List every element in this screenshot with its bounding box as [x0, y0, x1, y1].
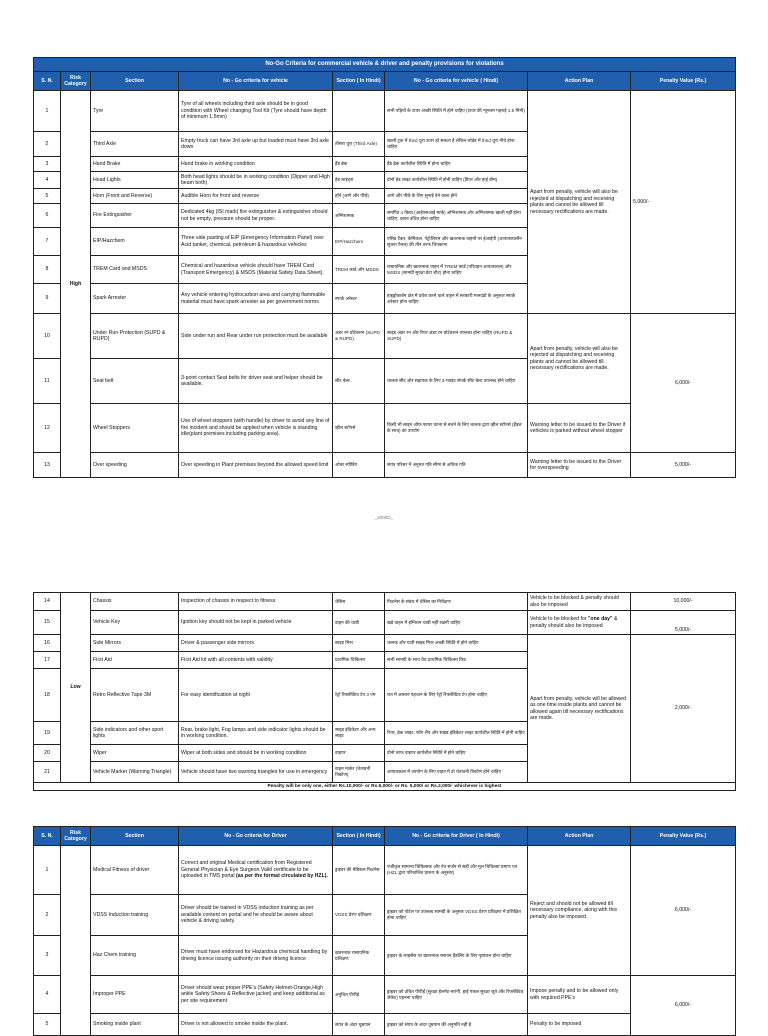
section-hindi-cell: ओवर स्पीडिंग — [333, 453, 385, 478]
section-hindi-cell: सीट बेल्ट — [333, 359, 385, 404]
criteria-hindi-cell: ड्राइवर को उचित पीपीई (सुरक्षा हेलमेट-नारंगी, हाई एंकल सुरक्षा जूते और रिफ्लेक्टिव जैकेट) पहनना चाहिए — [385, 976, 528, 1014]
action-plan-cell: Impose penalty and to be allowed only with required PPE's — [528, 976, 631, 1014]
action-plan-cell: Vehicle to be blocked & penalty should also be imposed — [528, 593, 631, 611]
criteria-cell — [179, 846, 333, 895]
criteria-cell: Dedicated 4kg (ISI mark) fire extinguisher & extinguisher should not be empty, pressure should be proper. — [179, 204, 333, 228]
sn-cell: 16 — [34, 635, 61, 652]
section-hindi-cell: अनुचित पीपीई — [333, 976, 385, 1014]
criteria-cell: Driver is not allowed to smoke inside the plant. — [179, 1014, 333, 1036]
table-row — [34, 404, 736, 453]
sn-cell: 13 — [34, 453, 61, 478]
section-cell: Wiper — [91, 745, 179, 762]
page-title: No-Go Criteria for commercial vehicle & driver and penalty provisions for violations — [34, 58, 736, 72]
criteria-hindi-cell: आपातकाल में उपयोग के लिए वाहन में दो चेतावनी त्रिकोण होने चाहिए — [385, 762, 528, 783]
penalty-cell: 6,000/- — [631, 976, 736, 1036]
sn-cell: 3 — [34, 157, 61, 172]
section-hindi-cell: साइड मिरर — [333, 635, 385, 652]
criteria-hindi-cell: आगे और पीछे के लिए सुनाई देने वाला हॉर्न — [385, 189, 528, 204]
section-cell: Vehicle Marker (Warning Triangle) — [91, 762, 179, 783]
risk-category-cell: Low — [61, 593, 91, 783]
criteria-hindi-cell: हाइड्रोकार्बन क्षेत्र में प्रवेश करने वाले वाहन में सरकारी मानदंडों के अनुसार स्पार्क अरेस्टर होना चाहिए — [385, 284, 528, 314]
action-plan-cell: Penalty to be imposed — [528, 1014, 631, 1036]
criteria-cell: Driver should be trained in VDSS induction training as per available content on portal and he should be aware about vehicle & driving safety. — [179, 895, 333, 936]
criteria-hindi-cell: एसिड टैंकर, केमिकल, पेट्रोलियम और खतरनाक वाहनों पर ईआईपी (आपातकालीन सूचना पैनल) की तीन तरफ चिपकाना — [385, 228, 528, 256]
sn-cell: 3 — [34, 936, 61, 976]
section-cell: Haz Chem training — [91, 936, 179, 976]
section-cell: Horn (Front and Reverse) — [91, 189, 179, 204]
section-hindi-cell: स्पार्क अरेस्टर — [333, 284, 385, 314]
penalty-cell: 5,000/- — [631, 91, 736, 314]
action-plan-cell: Apart from penalty, vehicle will also be rejected at dispatching and receiving plants and cannot be allowed till necessary rectifications are made. — [528, 91, 631, 314]
criteria-cell: Driver must have endorsed for Hazardous chemical handling by driving licence issuing authority on their driving licence — [179, 936, 333, 976]
criteria-hindi-cell: रासायनिक और खतरनाक वाहन में TREM कार्ड (परिवहन आपातकाल) और MSDS (सामग्री सुरक्षा डेटा शीट) होना चाहिए — [385, 256, 528, 284]
sn-cell: 19 — [34, 722, 61, 745]
sn-cell: 2 — [34, 132, 61, 157]
criteria-cell: Inspection of chassis in respect to fitness — [179, 593, 333, 611]
criteria-hindi-cell: दोनों हेड लाइट कार्यशील स्थिति में होनी चाहिए (डिपर और हाई बीम) — [385, 172, 528, 189]
action-plan-cell: Reject and should not be allowed till necessary compliance, along with this penalty also be imposed. — [528, 846, 631, 976]
section-hindi-cell: तीसरा धुरा (Third Axle) — [333, 132, 385, 157]
table-row — [34, 611, 736, 635]
criteria-cell: Side under run and Rear under run protection must be available — [179, 314, 333, 359]
section-cell: Seat belt — [91, 359, 179, 404]
sn-cell: 6 — [34, 204, 61, 228]
criteria-cell: Use of wheel stoppers (with handle) by driver to avoid any line of fire incident and should be applied when vehicle is standing idle(plant premises including parking area). — [179, 404, 333, 453]
section-cell: Head Lights — [91, 172, 179, 189]
section-hindi-cell: अंडर रन प्रोटेक्शन (SUPD & RUPD) — [333, 314, 385, 359]
col-header: Section ( In Hindi) — [333, 72, 385, 91]
driver-table — [33, 826, 736, 1036]
table-row — [34, 453, 736, 478]
col-header: No - Go criteria for vehicle — [179, 72, 333, 91]
criteria-cell: Three side pasting of EIP (Emergency Information Panel) over Acid tanker, chemical, petroleum & hazardous vehicles — [179, 228, 333, 256]
criteria-hindi-cell: ड्राइवर को पोर्टल पर उपलब्ध सामग्री के अनुसार VDSS प्रेरण प्रशिक्षण में प्रशिक्षित होना चाहिए — [385, 895, 528, 936]
criteria-cell: Empty truck can have 3rd axle up but loaded must have 3rd axle down — [179, 132, 333, 157]
sn-cell: 8 — [34, 256, 61, 284]
criteria-hindi-cell: किसी भी लाइन ऑफ फायर घटना से बचने के लिए चालक द्वारा व्हील स्टॉपर्स (हैंडल के साथ) का उपयोग — [385, 404, 528, 453]
section-hindi-cell: खतरनाक रासायनिक प्रशिक्षण — [333, 936, 385, 976]
section-hindi-cell: हॉर्न (आगे और पीछे) — [333, 189, 385, 204]
action-plan-cell: Warning letter to be issued to the Driver if vehicles is parked without wheel stopper — [528, 404, 631, 453]
col-header: Section — [91, 72, 179, 91]
action-plan-cell — [528, 611, 631, 635]
table-row — [34, 846, 736, 895]
risk-category-cell — [61, 846, 91, 1036]
section-cell: VDSS Induction training — [91, 895, 179, 936]
sn-cell: 10 — [34, 314, 61, 359]
criteria-cell: For easy identification at night — [179, 669, 333, 722]
col-header: S. N. — [34, 827, 61, 846]
criteria-hindi-cell: खड़े वाहन में इग्निशन चाबी नहीं रखनी चाहिए — [385, 611, 528, 635]
table-row — [34, 314, 736, 359]
criteria-hindi-cell: रियर, ब्रेक लाइट, फॉग लैंप और साइड इंडिकेटर लाइट कार्यशील स्थिति में होनी चाहिए — [385, 722, 528, 745]
section-cell: Retro Reflective Tape 3M — [91, 669, 179, 722]
section-hindi-cell: वाहन की चाबी — [333, 611, 385, 635]
section-hindi-cell: TREM कार्ड और MSDS — [333, 256, 385, 284]
col-header: Penalty Value (Rs.) — [631, 72, 736, 91]
sn-cell: 12 — [34, 404, 61, 453]
action-plan-cell: Warning letter to be issued to the Driver for overspeeding — [528, 453, 631, 478]
summary-note: Penalty will be only one, either Rs.10,000/- or Rs.6,000/- or Rs. 5,000/ or Rs.2,000/- whichever is highest — [34, 783, 736, 791]
section-cell: Tyre — [91, 91, 179, 132]
col-header: No - Go criteria for vehicle ( Hindi) — [385, 72, 528, 91]
sn-cell: 5 — [34, 189, 61, 204]
section-cell: First Aid — [91, 652, 179, 669]
penalty-cell: 2,000/- — [631, 635, 736, 783]
section-cell: Side indicators and other sport lights — [91, 722, 179, 745]
section-hindi-cell: हेड लाइट्स — [333, 172, 385, 189]
risk-category-cell: High — [61, 91, 91, 478]
criteria-hindi-cell: साइड अंडर रन और रियर अंडर रन प्रोटेक्शन उपलब्ध होना चाहिए (RUPD & SUPD) — [385, 314, 528, 359]
criteria-hindi-cell: चालक और यात्री साइड मिरर अच्छी स्थिति में होने चाहिए — [385, 635, 528, 652]
action-text: & penalty should also be imposed — [530, 616, 618, 629]
criteria-cell: Wiper at both sides and should be in working condition — [179, 745, 333, 762]
section-hindi-cell: संयंत्र के अंदर धूम्रपान — [333, 1014, 385, 1036]
section-cell: Wheel Stoppers — [91, 404, 179, 453]
action-text: Vehicle to be blocked for — [530, 616, 588, 622]
section-cell: Improper PPE — [91, 976, 179, 1014]
criteria-hindi-cell: सभी सामग्री के साथ वैध प्राथमिक चिकित्सा किट — [385, 652, 528, 669]
criteria-cell: First Aid kit with all contents with validity — [179, 652, 333, 669]
section-cell: Medical Fitness of driver — [91, 846, 179, 895]
criteria-cell: Chemical and hazardous vehicle should have TREM Card (Transport Emergency) & MSDS (Material Safety Data Sheet). — [179, 256, 333, 284]
col-header: Section — [91, 827, 179, 846]
section-cell: Fire Extinguisher — [91, 204, 179, 228]
col-header: Action Plan — [528, 72, 631, 91]
criteria-cell: Driver & passenger side mirrors — [179, 635, 333, 652]
criteria-hindi-cell: चालक सीट और सहायक के लिए 3-प्वाइंट संपर्क सीट बेल्ट उपलब्ध होने चाहिए — [385, 359, 528, 404]
section-hindi-cell: हैंड ब्रेक — [333, 157, 385, 172]
sn-cell: 1 — [34, 846, 61, 895]
penalty-cell: 5,000/- — [631, 453, 736, 478]
table-row — [34, 635, 736, 652]
criteria-cell: Audible Horn for front and reverse — [179, 189, 333, 204]
sn-cell: 5 — [34, 1014, 61, 1036]
section-hindi-cell: अग्निशामक — [333, 204, 385, 228]
action-emphasis: "one day" — [587, 616, 613, 622]
section-hindi-cell: साइड इंडिकेटर और अन्य लाइट — [333, 722, 385, 745]
table-row — [34, 593, 736, 611]
section-cell: Spark Arrester — [91, 284, 179, 314]
section-cell: TREM Card and MSDS — [91, 256, 179, 284]
action-plan-cell: Apart from penalty, vehicle will also be rejected at dispatching and receiving plants and cannot be allowed till necessary rectifications are made. — [528, 314, 631, 404]
criteria-cell: Vehicle should have two warning triangles for use in emergency — [179, 762, 333, 783]
col-header: No - Go criteria for Driver ( In Hindi) — [385, 827, 528, 846]
criteria-text: Correct and original Medical certification from Registered General Physician & Eye Surgeon.Valid certificate to be uploaded in TMS portal — [181, 860, 312, 880]
action-plan-cell: Apart from penalty, vehicle will be allowed as one time inside plants and cannot be allowed again till necessary rectifications are made. — [528, 635, 631, 783]
section-hindi-cell: रेट्रो रिफ्लेक्टिव टेप 3 एम — [333, 669, 385, 722]
penalty-cell: 6,000/- — [631, 846, 736, 976]
criteria-hindi-cell: हैंड ब्रेक कार्यशील स्थिति में होना चाहिए — [385, 157, 528, 172]
criteria-hindi-cell: दोनों तरफ वाइपर कार्यशील स्थिति में होने चाहिए — [385, 745, 528, 762]
section-hindi-cell: VDSS प्रेरण प्रशिक्षण — [333, 895, 385, 936]
criteria-cell: Rear, brake light, Fog lamps and side indicator lights should be in working condition. — [179, 722, 333, 745]
section-cell: Hand Brake — [91, 157, 179, 172]
sn-cell: 4 — [34, 976, 61, 1014]
section-cell: Under Run Protection (SUPD & RUPD) — [91, 314, 179, 359]
sn-cell: 21 — [34, 762, 61, 783]
sn-cell: 2 — [34, 895, 61, 936]
criteria-hindi-cell: ड्राइवर के लाइसेंस पर खतरनाक रसायन हैंडलिंग के लिए पृष्ठांकन होना चाहिए — [385, 936, 528, 976]
section-hindi-cell: EIP/Hazchem — [333, 228, 385, 256]
criteria-cell: Any vehicle entering hydrocarbon area and carrying flammable material must have spark arrester as per government norms — [179, 284, 333, 314]
criteria-cell: Driver should wear proper PPE's (Safety Helmet-Orange,High ankle Safety Shoes & Reflective jacket) and keep additional as per site requirement — [179, 976, 333, 1014]
criteria-hindi-cell: ड्राइवर को संयंत्र के अंदर धूम्रपान की अनुमति नहीं है — [385, 1014, 528, 1036]
section-hindi-cell — [333, 91, 385, 132]
section-cell: Third Axle — [91, 132, 179, 157]
criteria-emphasis: (as per the format circulated by HZL). — [235, 873, 328, 880]
sn-cell: 17 — [34, 652, 61, 669]
criteria-cell: Over speeding in Plant premises beyond the allowed speed limit — [179, 453, 333, 478]
criteria-cell: Tyre of all wheels including third axle should be in good condition with Wheel changing Tool Kit (Tyre should have depth of minimum 1.5mm) — [179, 91, 333, 132]
col-header: Penalty Value (Rs.) — [631, 827, 736, 846]
section-cell: Chassis — [91, 593, 179, 611]
sn-cell: 7 — [34, 228, 61, 256]
criteria-hindi-cell: रात में आसान पहचान के लिए रेट्रो रिफ्लेक्टिव टेप होना चाहिए — [385, 669, 528, 722]
section-cell: Smoking inside plant — [91, 1014, 179, 1036]
section-hindi-cell: वाइपर — [333, 745, 385, 762]
col-header: Section ( In Hindi) — [333, 827, 385, 846]
sn-cell: 11 — [34, 359, 61, 404]
col-header: Action Plan — [528, 827, 631, 846]
criteria-cell: Hand brake in working condition — [179, 157, 333, 172]
criteria-hindi-cell: पंजीकृत सामान्य चिकित्सक और नेत्र सर्जन से सही और मूल चिकित्सा प्रमाण पत्र (HZL द्वारा परिचालित प्रारूप के अनुसार) — [385, 846, 528, 895]
table-row — [34, 91, 736, 132]
criteria-cell: Both head lights should be in working condition (Dipper and High beam both) — [179, 172, 333, 189]
footnote: _x000D_ — [374, 515, 394, 520]
table-row — [34, 976, 736, 1014]
section-cell: EIP/Hazchem — [91, 228, 179, 256]
criteria-hindi-cell: संयंत्र परिसर में अनुमत गति सीमा से अधिक गति — [385, 453, 528, 478]
sn-cell: 20 — [34, 745, 61, 762]
vehicle-high-table — [33, 57, 736, 478]
section-hindi-cell: प्राथमिक चिकित्सा — [333, 652, 385, 669]
sn-cell: 18 — [34, 669, 61, 722]
col-header: S. N. — [34, 72, 61, 91]
criteria-cell: 3-point contact Seat belts for driver seat and helper should be available. — [179, 359, 333, 404]
criteria-hindi-cell: सभी पहियों के टायर अच्छी स्थिति में होने चाहिए (टायर की न्यूनतम गहराई 1.5 मिमी) — [385, 91, 528, 132]
sn-cell: 1 — [34, 91, 61, 132]
vehicle-low-table — [33, 592, 736, 791]
table-row — [34, 1014, 736, 1036]
section-cell: Vehicle Key — [91, 611, 179, 635]
sn-cell: 14 — [34, 593, 61, 611]
col-header: Risk Category — [61, 72, 91, 91]
sn-cell: 9 — [34, 284, 61, 314]
penalty-cell: 6,000/- — [631, 314, 736, 453]
section-cell: Over speeding — [91, 453, 179, 478]
section-hindi-cell: व्हील स्टॉपर्स — [333, 404, 385, 453]
sn-cell: 4 — [34, 172, 61, 189]
criteria-hindi-cell: समर्पित 4 किग्रा (आईएसआई मार्क) अग्निशामक और अग्निशामक खाली नहीं होना चाहिए, दबाव उचित होना चाहिए — [385, 204, 528, 228]
table-row — [34, 783, 736, 791]
penalty-cell: 5,000/- — [631, 611, 736, 635]
section-cell: Side Mirrors — [91, 635, 179, 652]
criteria-hindi-cell: फिटनेस के संबंध में चेसिस का निरीक्षण — [385, 593, 528, 611]
criteria-hindi-cell: खाली ट्रक में third धुरा ऊपर हो सकता है लेकिन लोडेड में third धुरा नीचे होना चाहिए — [385, 132, 528, 157]
section-hindi-cell: वाहन मार्कर (चेतावनी त्रिकोण) — [333, 762, 385, 783]
col-header: No - Go criteria for Driver — [179, 827, 333, 846]
sn-cell: 15 — [34, 611, 61, 635]
section-hindi-cell: चेसिस — [333, 593, 385, 611]
section-hindi-cell: ड्राइवर की मेडिकल फिटनेस — [333, 846, 385, 895]
col-header: Risk Category — [61, 827, 91, 846]
penalty-cell: 10,000/- — [631, 593, 736, 611]
criteria-cell: Ignition key should not be kept in parked vehicle — [179, 611, 333, 635]
